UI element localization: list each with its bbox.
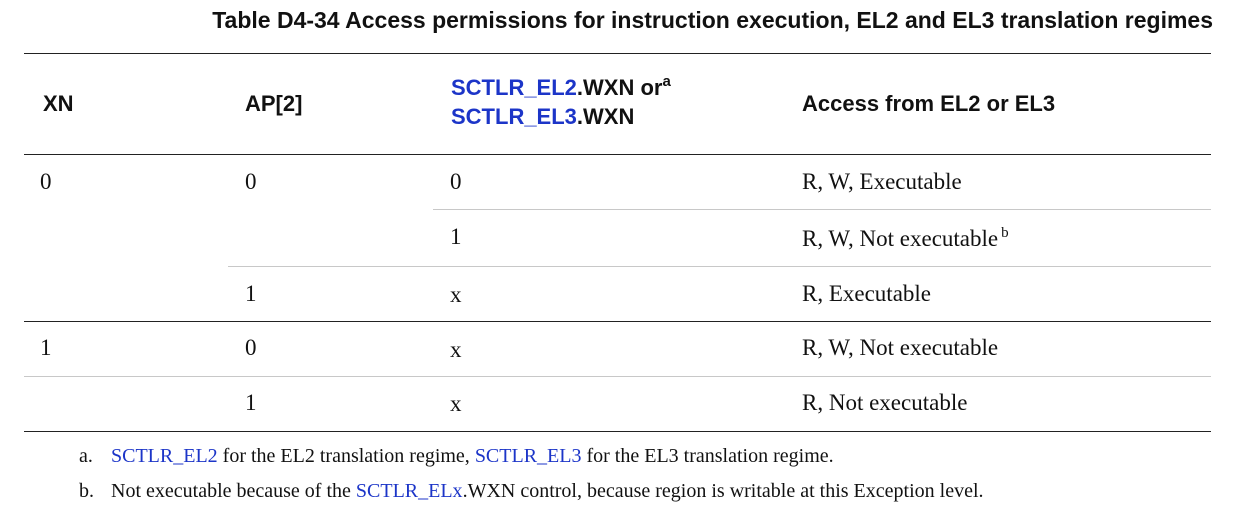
sctlr-el2-link[interactable]: SCTLR_EL2 (451, 75, 577, 100)
footnote-text: .WXN control, because region is writable at this Exception level. (462, 480, 984, 502)
cell-xn: 1 (40, 335, 52, 360)
header-bottom-rule (24, 154, 1211, 155)
sctlr-el3-link[interactable]: SCTLR_EL3 (474, 445, 582, 467)
cell-access: R, W, Not executable (802, 335, 999, 360)
header-wxn-text: .WXN or (576, 75, 663, 100)
cell-ap2: 0 (245, 169, 257, 194)
cell-ap2: 0 (245, 335, 257, 360)
cell-wxn: x (450, 337, 462, 362)
cell-access: R, W, Not executable $^b$ (802, 225, 1009, 251)
table-title: Table D4-34 Access permissions for instruction execution, EL2 and EL3 translation regimes (212, 7, 1213, 33)
header-wxn (451, 73, 671, 131)
row-divider (228, 266, 1211, 267)
footnote-text: Not executable because of the (111, 480, 356, 502)
cell-access: R, W, Executable (802, 169, 962, 194)
footnote-ref-a[interactable]: a (662, 73, 671, 90)
cell-xn: 0 (40, 169, 52, 194)
table-top-rule (24, 53, 1211, 54)
header-wxn-text: .WXN (576, 104, 635, 129)
header-ap2: AP[2] (245, 91, 303, 116)
row-divider (24, 376, 1211, 377)
cell-access: R, Executable (802, 281, 932, 306)
group-divider (24, 321, 1211, 322)
cell-access: R, Not executable (802, 390, 968, 415)
cell-wxn: 0 (450, 169, 462, 194)
table-bottom-rule (24, 431, 1211, 432)
footnote-ref-b[interactable]: b (1001, 225, 1009, 241)
cell-ap2: 1 (245, 281, 257, 306)
footnote-label: a. (79, 445, 93, 467)
cell-ap2: 1 (245, 390, 257, 415)
header-xn: XN (43, 91, 74, 116)
cell-wxn: x (450, 282, 462, 307)
footnote-text: for the EL3 translation regime. (581, 445, 834, 467)
sctlr-el3-link[interactable]: SCTLR_EL3 (451, 104, 577, 129)
header-access: Access from EL2 or EL3 (802, 91, 1056, 116)
row-divider (433, 209, 1211, 210)
cell-wxn: 1 (450, 224, 462, 249)
sctlr-el2-link[interactable]: SCTLR_EL2 (111, 445, 218, 467)
cell-wxn: x (450, 391, 462, 416)
footnote-text: for the EL2 translation regime, (217, 445, 475, 467)
sctlr-elx-link[interactable]: SCTLR_ELx (355, 480, 463, 502)
footnote-label: b. (79, 480, 94, 502)
